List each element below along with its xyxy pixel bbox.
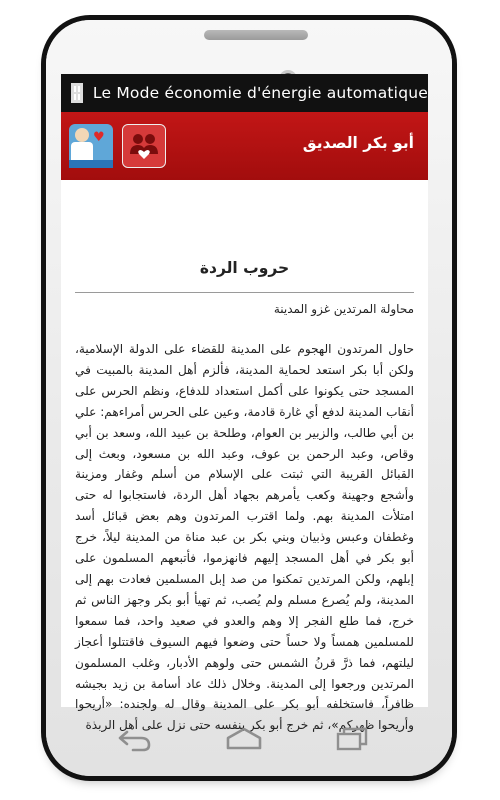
people-heart-icon[interactable] (122, 124, 166, 168)
navigation-bar (0, 708, 500, 776)
page-title: أبو بكر الصديق (302, 134, 414, 152)
speaker-grille (204, 30, 308, 40)
article-subheading: محاولة المرتدين غزو المدينة (273, 302, 414, 316)
article-body: حاول المرتدون الهجوم على المدينة للقضاء على الدولة الإسلامية، ولكن أبا بكر استعد لحماية المدينة، فألزم أهل المدينة بالمبيت في المسجد حتى يكونوا على أكمل استعداد للدفاع، ونظم الحرس على أنقاب المدينة لدفع أي غارة قادمة، وعين على الحرس أمراءهم: علي بن أبي طالب، والزبير بن العوام، وطلحة بن عبيد الله، وسعد بن أبي وقاص، وعبد الرحمن بن عوف، وعبد الله بن مسعود، وبعث إلى القبائل القريبة التي ثبتت على الإسلام من أسلم وغفار ومزينة وأشجع وجهينة وكعب يأمرهم بجهاد أهل الردة، فاستجابوا له حتى امتلأت المدينة بهم. ولما اقترب المرتدون وهم بعض قبائل أسد وغطفان وعبس وذبيان وبني بكر بن عبد مناة من المدينة ليلاً، خرج أبو بكر في أهل المسجد إليهم فانهزموا، فأتبعهم المسلمون على إبلهم، ولكن المرتدين تمكنوا من صد إبل المسلمين فعادت بهم إلى المدينة، ولم يُصرع مسلم ولم يُصب، ثم تهيأ أبو بكر وجهز الناس ثم خرج، فما طلع الفجر إلا وهم والعدو في صعيد واحد، فما سمعوا للمسلمين همساً ولا حساً حتى وضعوا فيهم السيوف فاقتتلوا أعجاز ليلتهم، فما ذرَّ قرنُ الشمس حتى ولوهم الأدبار، وغلب المسلمون المرتدين ورجعوا إلى المدينة. وخلال ذلك عاد أسامة بن زيد بجيشه ظافراً، فاستخلفه أبو بكر على المدينة وقال له ولجنده: «أريحوا وأريحوا ظهركم»، ثم خرج أبو بكر بنفسه حتى نزل على أهل الربذة (75, 342, 414, 733)
article-content (61, 259, 428, 733)
app-thumbnail-icon[interactable]: ♥ (69, 124, 113, 168)
app-screen (61, 74, 428, 733)
window-title: Le Mode économie d'énergie automatique (92, 84, 428, 102)
divider (75, 292, 414, 293)
title-bar (61, 74, 428, 112)
action-bar (61, 112, 428, 180)
recents-icon[interactable] (335, 726, 369, 756)
window-app-icon (71, 83, 83, 103)
article-heading: حروب الردة (199, 259, 290, 277)
home-icon[interactable] (224, 726, 264, 756)
back-arrow-icon[interactable] (117, 726, 153, 756)
